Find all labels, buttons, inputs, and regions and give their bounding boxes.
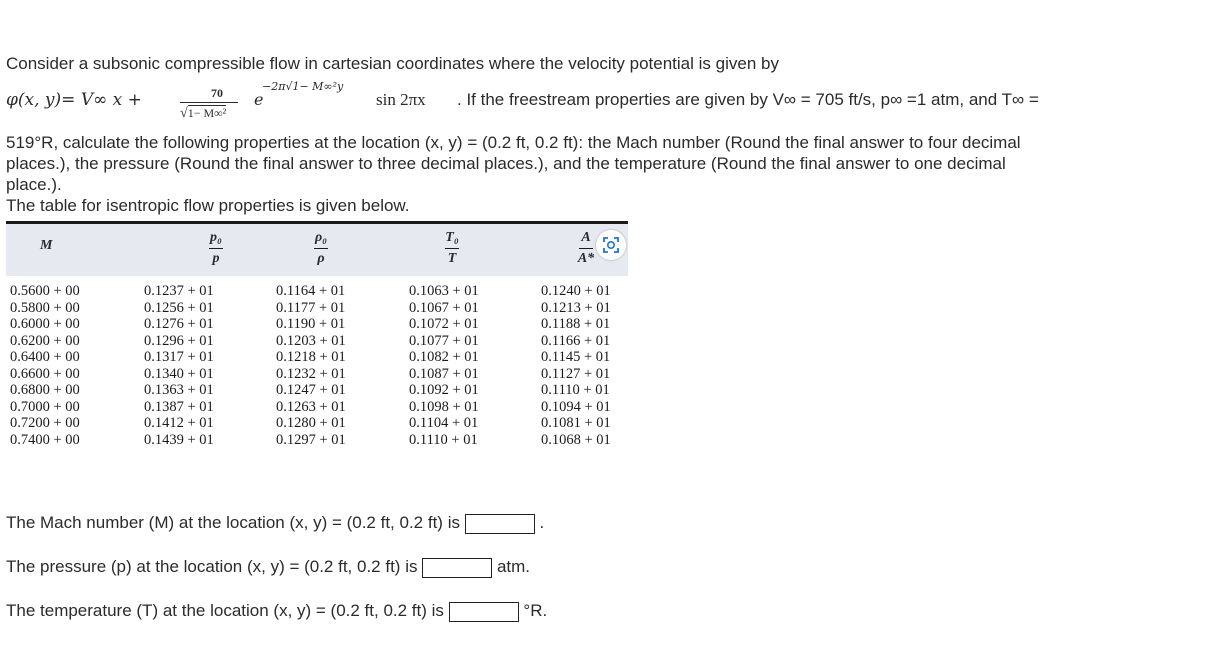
table-cell: 0.1190 + 01 bbox=[276, 316, 346, 332]
table-cell: 0.1232 + 01 bbox=[276, 365, 346, 382]
table-cell: 0.1297 + 01 bbox=[276, 431, 346, 448]
table-cell: 0.1276 + 01 bbox=[144, 316, 214, 332]
table-cell: 0.1296 + 01 bbox=[144, 332, 214, 349]
temperature-answer-input[interactable] bbox=[449, 602, 519, 622]
table-cell: 0.1068 + 01 bbox=[541, 431, 611, 448]
table-cell: 0.1263 + 01 bbox=[276, 398, 346, 415]
table-cell: 0.7200 + 00 bbox=[10, 415, 80, 431]
fraction-numerator: 70 bbox=[211, 86, 223, 100]
table-cell: 0.1280 + 01 bbox=[276, 415, 346, 431]
table-cell: 0.6800 + 00 bbox=[10, 382, 80, 398]
table-cell: 0.1098 + 01 bbox=[409, 398, 479, 415]
table-cell: 0.6600 + 00 bbox=[10, 365, 80, 382]
table-header bbox=[6, 221, 628, 276]
table-cell: 0.1094 + 01 bbox=[541, 398, 611, 415]
table-cell: 0.1145 + 01 bbox=[541, 349, 611, 365]
fraction-denominator-sqrt: √1− M∞² bbox=[180, 106, 227, 121]
problem-line4: places.), the pressure (Round the final answer to three decimal places.), and the temperature (Round the final answer to one decimal bbox=[6, 154, 1006, 173]
header-rho0-rho: ρ₀ ρ bbox=[314, 230, 328, 266]
table-cell: 0.5800 + 00 bbox=[10, 299, 80, 316]
table-cell: 0.1237 + 01 bbox=[144, 283, 214, 299]
table-cell: 0.1077 + 01 bbox=[409, 332, 479, 349]
table-cell: 0.1166 + 01 bbox=[541, 332, 611, 349]
table-cell: 0.1092 + 01 bbox=[409, 382, 479, 398]
pressure-answer-input[interactable] bbox=[422, 558, 492, 578]
table-cell: 0.1256 + 01 bbox=[144, 299, 214, 316]
question-temperature bbox=[6, 601, 547, 622]
question-mach bbox=[6, 513, 544, 534]
question-temperature-text: The temperature (T) at the location (x, y) = (0.2 ft, 0.2 ft) is bbox=[6, 601, 444, 620]
table-cell: 0.1063 + 01 bbox=[409, 283, 479, 299]
mach-answer-input[interactable] bbox=[465, 514, 535, 534]
header-p0-p: p₀ p bbox=[210, 230, 222, 266]
table-cell: 0.1087 + 01 bbox=[409, 365, 479, 382]
table-cell: 0.6200 + 00 bbox=[10, 332, 80, 349]
fraction-denominator: 1− M∞² bbox=[187, 106, 227, 120]
table-cell: 0.1387 + 01 bbox=[144, 398, 214, 415]
table-cell: 0.6400 + 00 bbox=[10, 349, 80, 365]
exponent: −2π√1− M∞²y bbox=[262, 80, 344, 93]
sin-term: sin 2πx bbox=[376, 90, 426, 109]
table-cell: 0.1127 + 01 bbox=[541, 365, 611, 382]
question-mach-text: The Mach number (M) at the location (x, y) = (0.2 ft, 0.2 ft) is bbox=[6, 513, 460, 532]
scan-text-icon[interactable] bbox=[596, 230, 626, 260]
table-cell: 0.1213 + 01 bbox=[541, 299, 611, 316]
problem-line3: 519°R, calculate the following properties at the location (x, y) = (0.2 ft, 0.2 ft): the Mach number (Round the final answer to four decimal bbox=[6, 133, 1021, 152]
table-cell: 0.1067 + 01 bbox=[409, 299, 479, 316]
table-cell: 0.1110 + 01 bbox=[541, 382, 610, 398]
problem-line2: . If the freestream properties are given by V∞ = 705 ft/s, p∞ =1 atm, and T∞ = bbox=[457, 90, 1039, 109]
table-cell: 0.1247 + 01 bbox=[276, 382, 346, 398]
header-a-astar: A A* bbox=[577, 230, 595, 266]
phi-lhs: φ(x, y)= V∞ x + bbox=[6, 90, 142, 110]
table-cell: 0.1081 + 01 bbox=[541, 415, 611, 431]
header-mach: M bbox=[40, 238, 53, 253]
isentropic-table bbox=[6, 221, 628, 467]
exp-e: e bbox=[254, 90, 264, 109]
table-cell: 0.1218 + 01 bbox=[276, 349, 346, 365]
table-cell: 0.1164 + 01 bbox=[276, 283, 346, 299]
problem-intro: Consider a subsonic compressible flow in cartesian coordinates where the velocity potential is given by bbox=[6, 54, 779, 73]
table-cell: 0.1082 + 01 bbox=[409, 349, 479, 365]
table-cell: 0.1439 + 01 bbox=[144, 431, 214, 448]
problem-line5: place.). bbox=[6, 175, 62, 194]
table-cell: 0.7400 + 00 bbox=[10, 431, 80, 448]
column-t0-t bbox=[409, 283, 479, 448]
table-cell: 0.1104 + 01 bbox=[409, 415, 479, 431]
table-cell: 0.6000 + 00 bbox=[10, 316, 80, 332]
question-pressure bbox=[6, 557, 530, 578]
table-cell: 0.1110 + 01 bbox=[409, 431, 478, 448]
table-cell: 0.7000 + 00 bbox=[10, 398, 80, 415]
table-cell: 0.1188 + 01 bbox=[541, 316, 611, 332]
fraction-bar bbox=[180, 102, 238, 103]
table-cell: 0.1072 + 01 bbox=[409, 316, 479, 332]
table-cell: 0.1340 + 01 bbox=[144, 365, 214, 382]
column-mach bbox=[10, 283, 80, 448]
question-temperature-suffix: °R. bbox=[523, 601, 548, 620]
problem-line6: The table for isentropic flow properties is given below. bbox=[6, 196, 410, 215]
question-pressure-text: The pressure (p) at the location (x, y) = (0.2 ft, 0.2 ft) is bbox=[6, 557, 418, 576]
table-cell: 0.1177 + 01 bbox=[276, 299, 346, 316]
column-p0-p bbox=[144, 283, 214, 448]
table-cell: 0.1240 + 01 bbox=[541, 283, 611, 299]
table-cell: 0.5600 + 00 bbox=[10, 283, 80, 299]
table-cell: 0.1203 + 01 bbox=[276, 332, 346, 349]
header-t0-t: T₀ T bbox=[445, 230, 459, 266]
question-pressure-suffix: atm. bbox=[496, 557, 531, 576]
table-cell: 0.1317 + 01 bbox=[144, 349, 214, 365]
question-mach-suffix: . bbox=[539, 513, 545, 532]
table-cell: 0.1412 + 01 bbox=[144, 415, 214, 431]
table-cell: 0.1363 + 01 bbox=[144, 382, 214, 398]
column-a-astar bbox=[541, 283, 611, 448]
column-rho0-rho bbox=[276, 283, 346, 448]
